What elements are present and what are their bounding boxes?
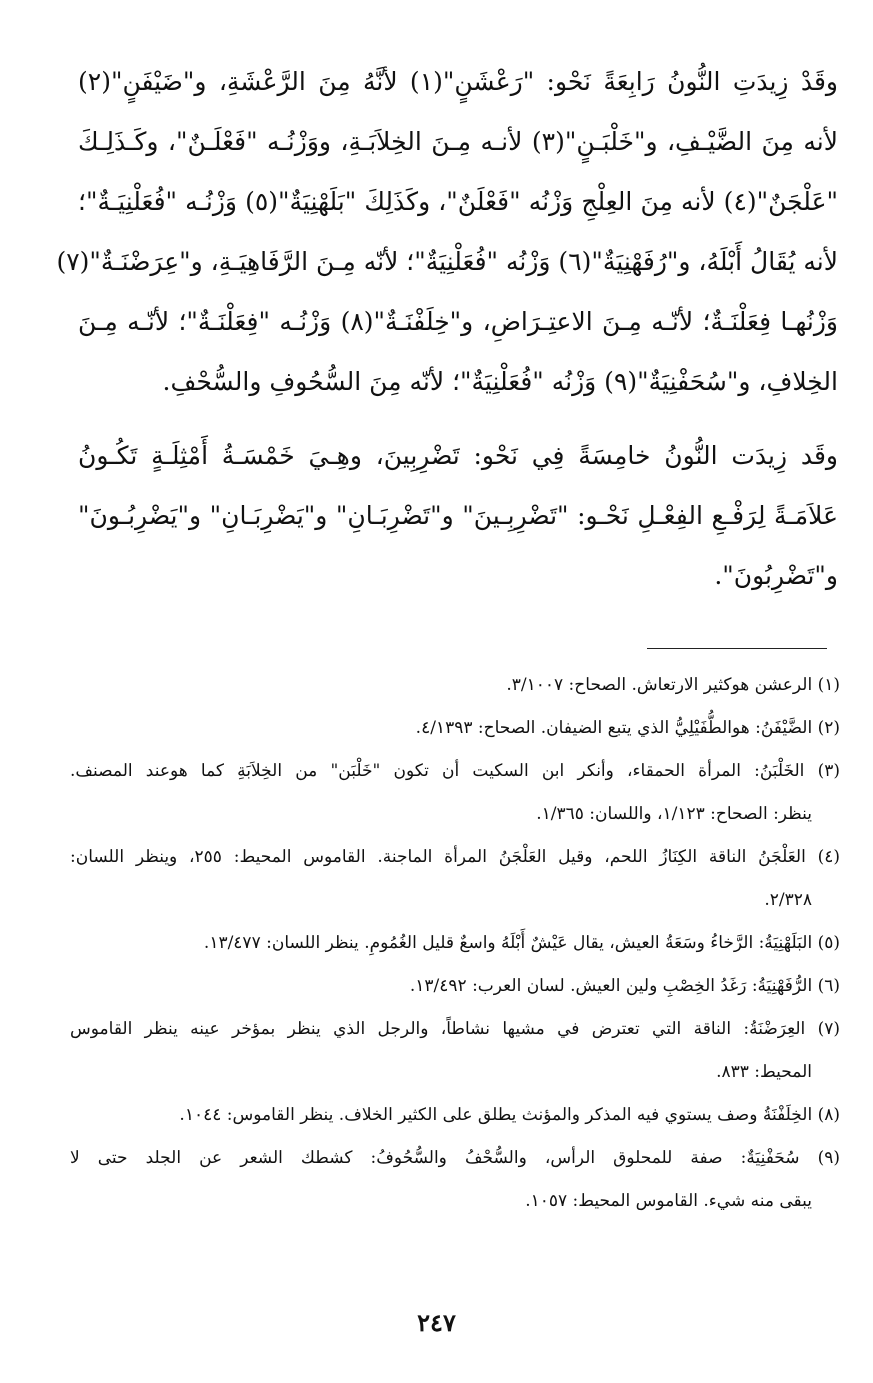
body-line: وقَد زِيدَت النُّونُ خامِسَةً فِي نَحْو: تَضْرِبِينَ، وهِـيَ خَمْسَـةُ أَمْثِلَـةٍ تَكُـونُ <box>78 441 838 470</box>
body-line: لأنه مِنَ الضَّيْـفِ، و"خَلْبَـنٍ"(٣) لأنـه مِـنَ الخِلاَبَـةِ، ووَزْنُـه "فَعْلَـنٌ"، وكَـذَلِـكَ <box>78 127 838 156</box>
body-line: الخِلافِ، و"سُحَفْنِيَةٌ"(٩) وَزْنُه "فُعَلْنِيَةٌ"؛ لأنّه مِنَ السُّحُوفِ والسُّحْفِ. <box>162 367 838 396</box>
footnote-4-continuation: ٢/٣٢٨. <box>764 890 812 910</box>
body-line: وَزْنُهـا فِعَلْنَـةٌ؛ لأنّـه مِـنَ الاعتِـرَاضِ، و"خِلَفْنَـةٌ"(٨) وَزْنُـه "فِعَلْنَـةٌ"؛ لأنّـه مِـنَ <box>78 307 838 336</box>
paragraph-gap <box>78 412 838 426</box>
body-line: و"تَضْرِبُونَ". <box>714 561 838 590</box>
footnote-9-continuation: يبقى منه شيء. القاموس المحيط: ١٠٥٧. <box>525 1191 812 1211</box>
body-line: عَلاَمَـةً لِرَفْـعِ الفِعْـلِ نَحْـو: "تَضْرِبِـينَ" و"تَضْرِبَـانِ" و"يَضْرِبَـانِ" و"يَضْرِبُـونَ" <box>78 501 838 530</box>
body-line: وقَدْ زِيدَتِ النُّونُ رَابِعَةً نَحْو: "رَعْشَنٍ"(١) لأنَّهُ مِنَ الرَّعْشَةِ، و"ضَيْفَنٍ"(٢) <box>78 67 838 96</box>
body-line: "عَلْجَنٌ"(٤) لأنه مِنَ العِلْجِ وَزْنُه "فَعْلَنٌ"، وكَذَلِكَ "بَلَهْنِيَةٌ"(٥) وَزْنُـه "فُعَلْنِيَـةٌ"؛ <box>78 187 838 216</box>
footnote-3: (٣) الخَلْبَنُ: المرأة الحمقاء، وأنكر ابن السكيت أن تكون "خَلْبَن" من الخِلاَبَةِ كما هوعند المصنف. <box>70 761 840 781</box>
footnote-7: (٧) العِرَضْنَةُ: الناقة التي تعترض في مشيها نشاطاً، والرجل الذي ينظر بمؤخر عينه ينظر القاموس <box>70 1019 840 1039</box>
footnote-6: (٦) الرُّفَهْنِيَةُ: رَغَدُ الخِصْبِ ولين العيش. لسان العرب: ١٣/٤٩٢. <box>409 976 840 996</box>
footnotes <box>70 664 840 1223</box>
main-text <box>56 52 838 606</box>
footnote-8: (٨) الخِلَفْنَةُ وصف يستوي فيه المذكر والمؤنث يطلق على الكثير الخلاف. ينظر القاموس: ١٠٤٤. <box>179 1105 840 1125</box>
footnote-2: (٢) الضَّيْفَنُ: هوالطُّفَيْلِيُّ الذي يتبع الضيفان. الصحاح: ٤/١٣٩٣. <box>415 718 840 738</box>
footnote-9: (٩) سُحَفْنِيَةٌ: صفة للمحلوق الرأس، والسُّحْفُ والسُّحُوفُ: كشطك الشعر عن الجلد حتى لا <box>70 1148 840 1168</box>
footnote-7-continuation: المحيط: ٨٣٣. <box>716 1062 812 1082</box>
body-line: لأنه يُقَالُ أَبْلَهُ، و"رُفَهْنِيَةٌ"(٦) وَزْنُه "فُعَلْنِيَةٌ"؛ لأنّه مِـنَ الرَّفَاهِيَـةِ، و"عِرَضْنَـةٌ"(٧) <box>56 247 838 276</box>
footnote-separator <box>647 648 827 649</box>
footnote-1: (١) الرعشن هوكثير الارتعاش. الصحاح: ٣/١٠٠٧. <box>506 675 840 695</box>
page-number: ٢٤٧ <box>417 1308 456 1337</box>
footnote-4: (٤) العَلْجَنُ الناقة الكِنَازُ اللحم، وقيل العَلْجَنُ المرأة الماجنة. القاموس المحيط: ٢٥٥، وينظر اللسان: <box>70 847 841 867</box>
footnote-3-continuation: ينظر: الصحاح: ١/١٢٣، واللسان: ١/٣٦٥. <box>536 804 812 824</box>
footnote-5: (٥) البَلَهْنِيَةُ: الرَّخاءُ وسَعَةُ العيش، يقال عَيْشٌ أَبْلَهُ واسعٌ قليل الغُمُومِ. ينظر اللسان: ١٣/٤٧٧. <box>203 933 840 953</box>
